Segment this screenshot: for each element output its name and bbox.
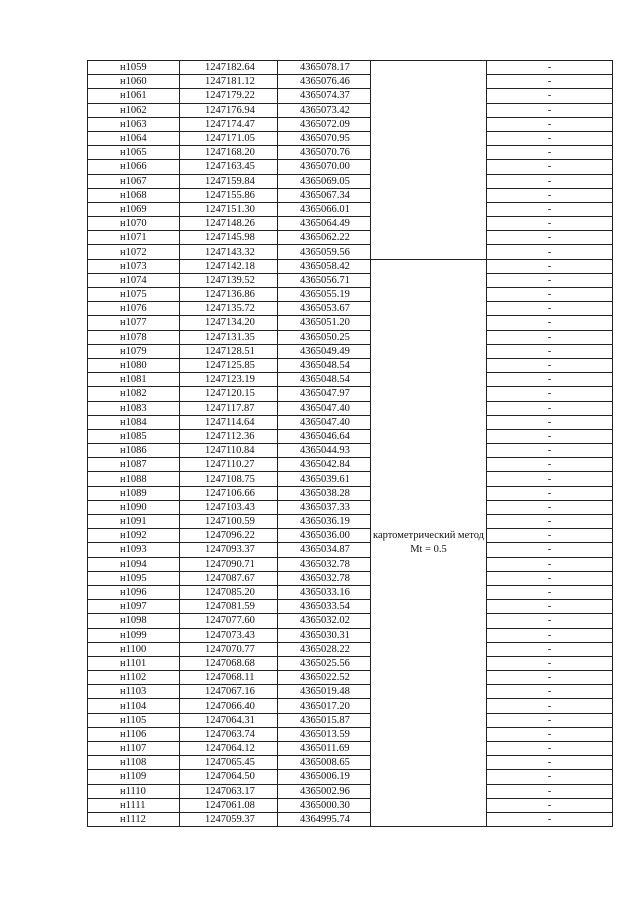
point-id-cell: н1087 — [88, 458, 180, 472]
y-coordinate-cell: 4365056.71 — [278, 273, 371, 287]
table-row — [88, 628, 613, 642]
y-coordinate-cell: 4365051.20 — [278, 316, 371, 330]
table-row — [88, 699, 613, 713]
table-row — [88, 585, 613, 599]
point-id-cell: н1089 — [88, 486, 180, 500]
point-id-cell: н1103 — [88, 685, 180, 699]
point-id-cell: н1098 — [88, 614, 180, 628]
table-row — [88, 174, 613, 188]
point-id-cell: н1109 — [88, 770, 180, 784]
note-cell: - — [487, 543, 613, 557]
point-id-cell: н1081 — [88, 373, 180, 387]
note-cell: - — [487, 798, 613, 812]
y-coordinate-cell: 4365055.19 — [278, 288, 371, 302]
point-id-cell: н1069 — [88, 202, 180, 216]
note-cell: - — [487, 614, 613, 628]
note-cell: - — [487, 387, 613, 401]
table-row — [88, 685, 613, 699]
y-coordinate-cell: 4365028.22 — [278, 642, 371, 656]
y-coordinate-cell: 4365025.56 — [278, 656, 371, 670]
y-coordinate-cell: 4365039.61 — [278, 472, 371, 486]
table-row — [88, 444, 613, 458]
x-coordinate-cell: 1247143.32 — [180, 245, 278, 259]
x-coordinate-cell: 1247064.31 — [180, 713, 278, 727]
point-id-cell: н1066 — [88, 160, 180, 174]
note-cell: - — [487, 812, 613, 826]
y-coordinate-cell: 4364995.74 — [278, 812, 371, 826]
table-row — [88, 571, 613, 585]
note-cell: - — [487, 472, 613, 486]
x-coordinate-cell: 1247090.71 — [180, 557, 278, 571]
x-coordinate-cell: 1247163.45 — [180, 160, 278, 174]
note-cell: - — [487, 770, 613, 784]
note-cell: - — [487, 273, 613, 287]
x-coordinate-cell: 1247110.84 — [180, 444, 278, 458]
point-id-cell: н1086 — [88, 444, 180, 458]
x-coordinate-cell: 1247063.74 — [180, 727, 278, 741]
table-row — [88, 557, 613, 571]
y-coordinate-cell: 4365049.49 — [278, 344, 371, 358]
y-coordinate-cell: 4365032.78 — [278, 571, 371, 585]
table-row — [88, 89, 613, 103]
y-coordinate-cell: 4365070.00 — [278, 160, 371, 174]
point-id-cell: н1078 — [88, 330, 180, 344]
y-coordinate-cell: 4365046.64 — [278, 429, 371, 443]
x-coordinate-cell: 1247142.18 — [180, 259, 278, 273]
point-id-cell: н1064 — [88, 131, 180, 145]
x-coordinate-cell: 1247139.52 — [180, 273, 278, 287]
x-coordinate-cell: 1247064.12 — [180, 742, 278, 756]
x-coordinate-cell: 1247061.08 — [180, 798, 278, 812]
point-id-cell: н1071 — [88, 231, 180, 245]
y-coordinate-cell: 4365069.05 — [278, 174, 371, 188]
note-cell: - — [487, 330, 613, 344]
note-cell: - — [487, 756, 613, 770]
y-coordinate-cell: 4365038.28 — [278, 486, 371, 500]
note-cell: - — [487, 557, 613, 571]
x-coordinate-cell: 1247179.22 — [180, 89, 278, 103]
x-coordinate-cell: 1247145.98 — [180, 231, 278, 245]
y-coordinate-cell: 4365013.59 — [278, 727, 371, 741]
method-cell — [371, 61, 487, 260]
point-id-cell: н1088 — [88, 472, 180, 486]
table-row — [88, 401, 613, 415]
x-coordinate-cell: 1247066.40 — [180, 699, 278, 713]
note-cell: - — [487, 699, 613, 713]
note-cell: - — [487, 585, 613, 599]
note-cell: - — [487, 316, 613, 330]
note-cell: - — [487, 571, 613, 585]
note-cell: - — [487, 713, 613, 727]
x-coordinate-cell: 1247108.75 — [180, 472, 278, 486]
x-coordinate-cell: 1247110.27 — [180, 458, 278, 472]
x-coordinate-cell: 1247181.12 — [180, 75, 278, 89]
x-coordinate-cell: 1247182.64 — [180, 61, 278, 75]
point-id-cell: н1065 — [88, 146, 180, 160]
point-id-cell: н1104 — [88, 699, 180, 713]
table-row — [88, 515, 613, 529]
point-id-cell: н1096 — [88, 585, 180, 599]
note-cell: - — [487, 174, 613, 188]
table-row — [88, 302, 613, 316]
table-row — [88, 415, 613, 429]
x-coordinate-cell: 1247123.19 — [180, 373, 278, 387]
note-cell: - — [487, 458, 613, 472]
y-coordinate-cell: 4365072.09 — [278, 117, 371, 131]
point-id-cell: н1095 — [88, 571, 180, 585]
y-coordinate-cell: 4365006.19 — [278, 770, 371, 784]
note-cell: - — [487, 742, 613, 756]
note-cell: - — [487, 245, 613, 259]
note-cell: - — [487, 202, 613, 216]
y-coordinate-cell: 4365019.48 — [278, 685, 371, 699]
table-row — [88, 713, 613, 727]
point-id-cell: н1102 — [88, 671, 180, 685]
x-coordinate-cell: 1247159.84 — [180, 174, 278, 188]
point-id-cell: н1100 — [88, 642, 180, 656]
table-row — [88, 529, 613, 543]
x-coordinate-cell: 1247168.20 — [180, 146, 278, 160]
point-id-cell: н1082 — [88, 387, 180, 401]
y-coordinate-cell: 4365036.00 — [278, 529, 371, 543]
point-id-cell: н1080 — [88, 358, 180, 372]
point-id-cell: н1063 — [88, 117, 180, 131]
point-id-cell: н1059 — [88, 61, 180, 75]
note-cell: - — [487, 515, 613, 529]
y-coordinate-cell: 4365037.33 — [278, 500, 371, 514]
y-coordinate-cell: 4365070.95 — [278, 131, 371, 145]
table-row — [88, 770, 613, 784]
y-coordinate-cell: 4365050.25 — [278, 330, 371, 344]
x-coordinate-cell: 1247136.86 — [180, 288, 278, 302]
point-id-cell: н1067 — [88, 174, 180, 188]
point-id-cell: н1111 — [88, 798, 180, 812]
y-coordinate-cell: 4365002.96 — [278, 784, 371, 798]
y-coordinate-cell: 4365044.93 — [278, 444, 371, 458]
y-coordinate-cell: 4365000.30 — [278, 798, 371, 812]
y-coordinate-cell: 4365067.34 — [278, 188, 371, 202]
y-coordinate-cell: 4365032.78 — [278, 557, 371, 571]
x-coordinate-cell: 1247070.77 — [180, 642, 278, 656]
x-coordinate-cell: 1247106.66 — [180, 486, 278, 500]
coordinates-table-body — [88, 61, 613, 827]
x-coordinate-cell: 1247176.94 — [180, 103, 278, 117]
x-coordinate-cell: 1247117.87 — [180, 401, 278, 415]
point-id-cell: н1075 — [88, 288, 180, 302]
table-row — [88, 600, 613, 614]
point-id-cell: н1083 — [88, 401, 180, 415]
x-coordinate-cell: 1247067.16 — [180, 685, 278, 699]
table-row — [88, 358, 613, 372]
table-row — [88, 117, 613, 131]
note-cell: - — [487, 61, 613, 75]
x-coordinate-cell: 1247155.86 — [180, 188, 278, 202]
x-coordinate-cell: 1247081.59 — [180, 600, 278, 614]
table-row — [88, 61, 613, 75]
table-row — [88, 344, 613, 358]
y-coordinate-cell: 4365062.22 — [278, 231, 371, 245]
coordinates-table — [87, 60, 613, 827]
x-coordinate-cell: 1247087.67 — [180, 571, 278, 585]
point-id-cell: н1097 — [88, 600, 180, 614]
y-coordinate-cell: 4365022.52 — [278, 671, 371, 685]
x-coordinate-cell: 1247073.43 — [180, 628, 278, 642]
y-coordinate-cell: 4365047.40 — [278, 401, 371, 415]
point-id-cell: н1112 — [88, 812, 180, 826]
point-id-cell: н1072 — [88, 245, 180, 259]
table-row — [88, 656, 613, 670]
y-coordinate-cell: 4365033.16 — [278, 585, 371, 599]
x-coordinate-cell: 1247171.05 — [180, 131, 278, 145]
x-coordinate-cell: 1247131.35 — [180, 330, 278, 344]
method-cell: картометрический метод Mt = 0.5 — [371, 259, 487, 827]
x-coordinate-cell: 1247103.43 — [180, 500, 278, 514]
table-row — [88, 543, 613, 557]
y-coordinate-cell: 4365033.54 — [278, 600, 371, 614]
note-cell: - — [487, 117, 613, 131]
y-coordinate-cell: 4365064.49 — [278, 217, 371, 231]
table-row — [88, 486, 613, 500]
y-coordinate-cell: 4365042.84 — [278, 458, 371, 472]
y-coordinate-cell: 4365017.20 — [278, 699, 371, 713]
x-coordinate-cell: 1247120.15 — [180, 387, 278, 401]
table-row — [88, 245, 613, 259]
point-id-cell: н1105 — [88, 713, 180, 727]
point-id-cell: н1085 — [88, 429, 180, 443]
y-coordinate-cell: 4365008.65 — [278, 756, 371, 770]
point-id-cell: н1093 — [88, 543, 180, 557]
table-row — [88, 259, 613, 273]
point-id-cell: н1092 — [88, 529, 180, 543]
point-id-cell: н1110 — [88, 784, 180, 798]
note-cell: - — [487, 500, 613, 514]
y-coordinate-cell: 4365032.02 — [278, 614, 371, 628]
note-cell: - — [487, 727, 613, 741]
table-row — [88, 103, 613, 117]
y-coordinate-cell: 4365058.42 — [278, 259, 371, 273]
point-id-cell: н1091 — [88, 515, 180, 529]
note-cell: - — [487, 131, 613, 145]
note-cell: - — [487, 600, 613, 614]
table-row — [88, 231, 613, 245]
table-row — [88, 188, 613, 202]
note-cell: - — [487, 344, 613, 358]
table-row — [88, 429, 613, 443]
note-cell: - — [487, 259, 613, 273]
x-coordinate-cell: 1247135.72 — [180, 302, 278, 316]
point-id-cell: н1107 — [88, 742, 180, 756]
y-coordinate-cell: 4365074.37 — [278, 89, 371, 103]
x-coordinate-cell: 1247174.47 — [180, 117, 278, 131]
note-cell: - — [487, 429, 613, 443]
table-row — [88, 146, 613, 160]
note-cell: - — [487, 103, 613, 117]
note-cell: - — [487, 784, 613, 798]
x-coordinate-cell: 1247064.50 — [180, 770, 278, 784]
x-coordinate-cell: 1247096.22 — [180, 529, 278, 543]
x-coordinate-cell: 1247114.64 — [180, 415, 278, 429]
table-row — [88, 273, 613, 287]
table-row — [88, 798, 613, 812]
y-coordinate-cell: 4365030.31 — [278, 628, 371, 642]
table-row — [88, 202, 613, 216]
note-cell: - — [487, 302, 613, 316]
table-row — [88, 373, 613, 387]
x-coordinate-cell: 1247068.11 — [180, 671, 278, 685]
y-coordinate-cell: 4365066.01 — [278, 202, 371, 216]
point-id-cell: н1074 — [88, 273, 180, 287]
y-coordinate-cell: 4365076.46 — [278, 75, 371, 89]
note-cell: - — [487, 656, 613, 670]
table-row — [88, 217, 613, 231]
x-coordinate-cell: 1247112.36 — [180, 429, 278, 443]
note-cell: - — [487, 358, 613, 372]
point-id-cell: н1062 — [88, 103, 180, 117]
note-cell: - — [487, 288, 613, 302]
note-cell: - — [487, 188, 613, 202]
y-coordinate-cell: 4365070.76 — [278, 146, 371, 160]
table-row — [88, 642, 613, 656]
point-id-cell: н1084 — [88, 415, 180, 429]
note-cell: - — [487, 529, 613, 543]
y-coordinate-cell: 4365073.42 — [278, 103, 371, 117]
x-coordinate-cell: 1247093.37 — [180, 543, 278, 557]
y-coordinate-cell: 4365059.56 — [278, 245, 371, 259]
point-id-cell: н1061 — [88, 89, 180, 103]
x-coordinate-cell: 1247134.20 — [180, 316, 278, 330]
point-id-cell: н1094 — [88, 557, 180, 571]
y-coordinate-cell: 4365034.87 — [278, 543, 371, 557]
table-row — [88, 500, 613, 514]
table-row — [88, 387, 613, 401]
table-row — [88, 131, 613, 145]
x-coordinate-cell: 1247148.26 — [180, 217, 278, 231]
point-id-cell: н1077 — [88, 316, 180, 330]
table-row — [88, 288, 613, 302]
table-row — [88, 812, 613, 826]
point-id-cell: н1060 — [88, 75, 180, 89]
note-cell: - — [487, 160, 613, 174]
x-coordinate-cell: 1247059.37 — [180, 812, 278, 826]
point-id-cell: н1101 — [88, 656, 180, 670]
point-id-cell: н1076 — [88, 302, 180, 316]
table-row — [88, 316, 613, 330]
note-cell: - — [487, 75, 613, 89]
y-coordinate-cell: 4365048.54 — [278, 358, 371, 372]
table-row — [88, 75, 613, 89]
note-cell: - — [487, 217, 613, 231]
table-row — [88, 472, 613, 486]
y-coordinate-cell: 4365047.40 — [278, 415, 371, 429]
x-coordinate-cell: 1247085.20 — [180, 585, 278, 599]
point-id-cell: н1068 — [88, 188, 180, 202]
note-cell: - — [487, 401, 613, 415]
y-coordinate-cell: 4365047.97 — [278, 387, 371, 401]
table-row — [88, 458, 613, 472]
note-cell: - — [487, 671, 613, 685]
x-coordinate-cell: 1247068.68 — [180, 656, 278, 670]
table-row — [88, 330, 613, 344]
y-coordinate-cell: 4365036.19 — [278, 515, 371, 529]
y-coordinate-cell: 4365048.54 — [278, 373, 371, 387]
table-row — [88, 756, 613, 770]
point-id-cell: н1090 — [88, 500, 180, 514]
table-row — [88, 742, 613, 756]
table-row — [88, 727, 613, 741]
point-id-cell: н1099 — [88, 628, 180, 642]
note-cell: - — [487, 486, 613, 500]
note-cell: - — [487, 415, 613, 429]
y-coordinate-cell: 4365011.69 — [278, 742, 371, 756]
note-cell: - — [487, 146, 613, 160]
note-cell: - — [487, 642, 613, 656]
x-coordinate-cell: 1247063.17 — [180, 784, 278, 798]
x-coordinate-cell: 1247077.60 — [180, 614, 278, 628]
note-cell: - — [487, 373, 613, 387]
point-id-cell: н1070 — [88, 217, 180, 231]
y-coordinate-cell: 4365053.67 — [278, 302, 371, 316]
x-coordinate-cell: 1247128.51 — [180, 344, 278, 358]
x-coordinate-cell: 1247065.45 — [180, 756, 278, 770]
point-id-cell: н1108 — [88, 756, 180, 770]
point-id-cell: н1079 — [88, 344, 180, 358]
x-coordinate-cell: 1247151.30 — [180, 202, 278, 216]
y-coordinate-cell: 4365078.17 — [278, 61, 371, 75]
table-row — [88, 784, 613, 798]
x-coordinate-cell: 1247125.85 — [180, 358, 278, 372]
x-coordinate-cell: 1247100.59 — [180, 515, 278, 529]
note-cell: - — [487, 685, 613, 699]
note-cell: - — [487, 231, 613, 245]
note-cell: - — [487, 444, 613, 458]
note-cell: - — [487, 89, 613, 103]
point-id-cell: н1106 — [88, 727, 180, 741]
note-cell: - — [487, 628, 613, 642]
y-coordinate-cell: 4365015.87 — [278, 713, 371, 727]
point-id-cell: н1073 — [88, 259, 180, 273]
table-row — [88, 160, 613, 174]
table-row — [88, 614, 613, 628]
table-row — [88, 671, 613, 685]
